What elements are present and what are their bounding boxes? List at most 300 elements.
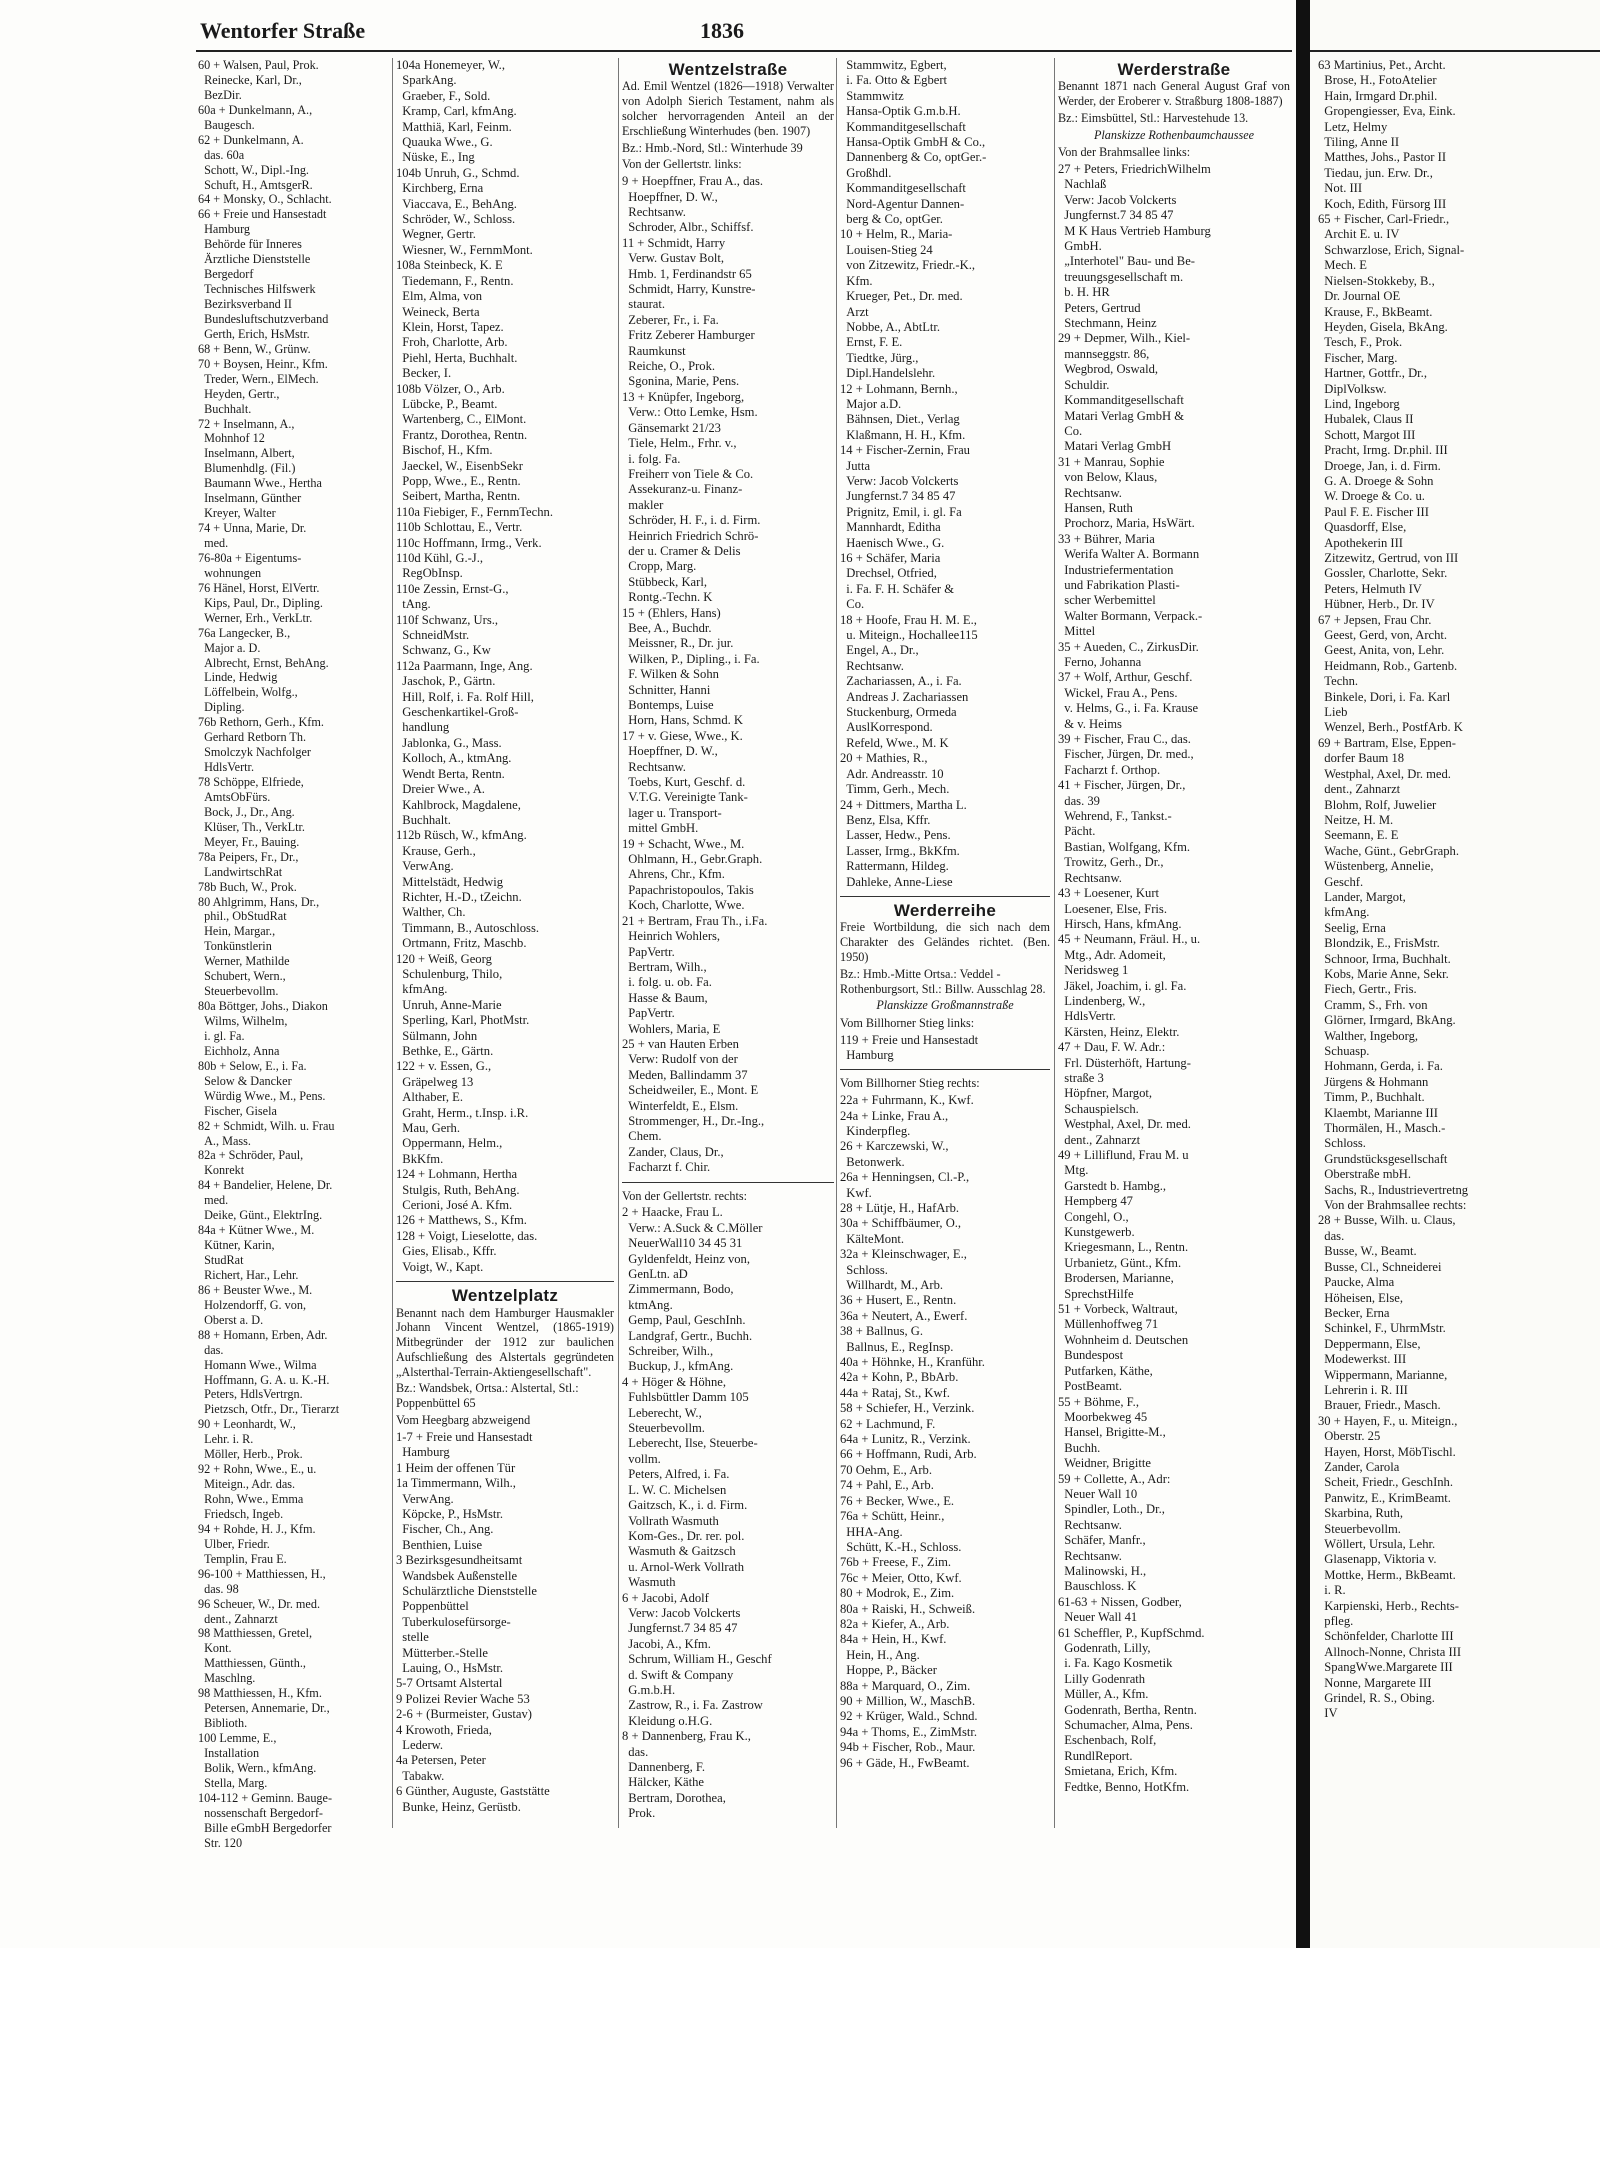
directory-entry: SpangWwe.Margarete III bbox=[1318, 1660, 1453, 1675]
column-divider bbox=[618, 58, 619, 1828]
directory-entry: Treder, Wern., ElMech. bbox=[198, 371, 319, 386]
directory-entry: Templin, Frau E. bbox=[198, 1551, 287, 1566]
directory-entry: 86 + Beuster Wwe., M. bbox=[198, 1282, 313, 1297]
directory-entry: handlung bbox=[396, 720, 450, 735]
directory-entry: Popp, Wwe., E., Rentn. bbox=[396, 473, 521, 488]
directory-entry: 78a Peipers, Fr., Dr., bbox=[198, 849, 299, 864]
directory-entry: Verw: Jacob Volckerts bbox=[622, 1605, 741, 1620]
directory-entry: Sperling, Karl, PhotMstr. bbox=[396, 1013, 530, 1028]
directory-entry: Stammwitz bbox=[840, 88, 904, 103]
directory-entry: Albrecht, Ernst, BehAng. bbox=[198, 655, 329, 670]
directory-entry: das. 39 bbox=[1058, 793, 1100, 808]
directory-entry: nossenschaft Bergedorf- bbox=[198, 1805, 323, 1820]
directory-entry: Peters, Helmuth IV bbox=[1318, 581, 1422, 596]
directory-entry: Eichholz, Anna bbox=[198, 1043, 280, 1058]
directory-entry: 72 + Inselmann, A., bbox=[198, 416, 295, 431]
directory-entry: 28 + Lütje, H., HafArb. bbox=[840, 1200, 960, 1215]
directory-entry: Allnoch-Nonne, Christa III bbox=[1318, 1644, 1462, 1659]
directory-entry: Gies, Elisab., Kffr. bbox=[396, 1244, 497, 1259]
directory-entry: Poppenbüttel bbox=[396, 1599, 469, 1614]
directory-entry: von Zitzewitz, Friedr.-K., bbox=[840, 258, 976, 273]
directory-entry: Althaber, E. bbox=[396, 1090, 463, 1105]
directory-entry: SchneidMstr. bbox=[396, 628, 470, 643]
directory-entry: Not. III bbox=[1318, 181, 1363, 196]
directory-entry: AmtsObFürs. bbox=[198, 789, 271, 804]
directory-entry: Hoepffner, D. W., bbox=[622, 744, 718, 759]
directory-entry: 110c Hoffmann, Irmg., Verk. bbox=[396, 535, 542, 550]
directory-entry: Lind, Ingeborg bbox=[1318, 396, 1400, 411]
directory-entry: Steuerbevollm. bbox=[622, 1421, 705, 1436]
directory-entry: 78 Schöppe, Elfriede, bbox=[198, 775, 304, 789]
directory-entry: Glörner, Irmgard, BkAng. bbox=[1318, 1013, 1456, 1028]
directory-entry: Bertram, Wilh., bbox=[622, 959, 707, 974]
directory-entry: scher Werbemittel bbox=[1058, 593, 1156, 608]
directory-entry: Timm, P., Buchhalt. bbox=[1318, 1090, 1425, 1105]
directory-entry: 84a + Hein, H., Kwf. bbox=[840, 1632, 947, 1647]
directory-entry: Deppermann, Else, bbox=[1318, 1336, 1421, 1351]
directory-entry: Tonkünstlerin bbox=[198, 939, 272, 954]
directory-entry: Kommanditgesellschaft bbox=[840, 119, 966, 134]
directory-entry: Wegbrod, Oswald, bbox=[1058, 362, 1159, 377]
directory-entry: Godenrath, Bertha, Rentn. bbox=[1058, 1702, 1197, 1717]
directory-entry: 25 + van Hauten Erben bbox=[622, 1036, 739, 1051]
directory-entry: 104a Honemeyer, W., bbox=[396, 58, 505, 72]
directory-entry: Schnoor, Irma, Buchhalt. bbox=[1318, 951, 1451, 966]
directory-entry: i. R. bbox=[1318, 1583, 1346, 1598]
directory-entry: Schulenburg, Thilo, bbox=[396, 966, 503, 981]
directory-entry: Hansa-Optik G.m.b.H. bbox=[840, 104, 961, 119]
directory-entry: Scheidweiler, E., Mont. E bbox=[622, 1083, 759, 1098]
directory-entry: 40a + Höhnke, H., Kranführ. bbox=[840, 1355, 985, 1370]
directory-entry: Dannenberg, F. bbox=[622, 1760, 706, 1775]
section-title: Wentzelplatz bbox=[451, 1286, 559, 1306]
directory-entry: dorfer Baum 18 bbox=[1318, 751, 1405, 766]
directory-entry: Weineck, Berta bbox=[396, 304, 480, 319]
directory-entry: Richter, H.-D., tZeichn. bbox=[396, 889, 522, 904]
directory-entry: KälteMont. bbox=[840, 1231, 905, 1246]
directory-entry: i. Fa. Otto & Egbert bbox=[840, 73, 948, 88]
directory-entry: 24a + Linke, Frau A., bbox=[840, 1108, 949, 1123]
directory-entry: 80a + Raiski, H., Schweiß. bbox=[840, 1601, 976, 1616]
directory-entry: 80b + Selow, E., i. Fa. bbox=[198, 1058, 307, 1073]
directory-entry: Zitzewitz, Gertrud, von III bbox=[1318, 551, 1459, 565]
directory-entry: Matari Verlag GmbH & bbox=[1058, 408, 1185, 423]
directory-entry: Piehl, Herta, Buchhalt. bbox=[396, 350, 518, 365]
directory-entry: Lederw. bbox=[396, 1738, 444, 1752]
directory-entry: Hill, Rolf, i. Fa. Rolf Hill, bbox=[396, 689, 534, 704]
directory-entry: 41 + Fischer, Jürgen, Dr., bbox=[1058, 778, 1186, 793]
directory-entry: 2-6 + (Burmeister, Gustav) bbox=[396, 1707, 533, 1722]
directory-entry: Heyden, Gertr., bbox=[198, 386, 280, 401]
section-description: Ad. Emil Wentzel (1826—1918) Verwalter von Adolph Sierich Testament, nahm als solcher hervorragenden Anteil an der Erschließung Winterhudes (ben. 1907) bbox=[622, 79, 834, 138]
directory-entry: Steuerbevollm. bbox=[1318, 1521, 1401, 1536]
directory-entry: Schreiber, Wilh., bbox=[622, 1344, 714, 1359]
directory-entry: 4 + Höger & Höhne, bbox=[622, 1374, 726, 1389]
directory-entry: Schinkel, F., UhrmMstr. bbox=[1318, 1321, 1446, 1336]
directory-entry: GmbH. bbox=[1058, 239, 1102, 254]
directory-entry: Mtg. bbox=[1058, 1163, 1089, 1178]
header-rule bbox=[1310, 50, 1600, 52]
directory-entry: Wüstenberg, Annelie, bbox=[1318, 859, 1434, 874]
directory-entry: Schumacher, Alma, Pens. bbox=[1058, 1718, 1193, 1733]
directory-entry: Nobbe, A., AbtLtr. bbox=[840, 319, 941, 334]
directory-entry: Wartenberg, C., ElMont. bbox=[396, 412, 527, 427]
directory-entry: 110e Zessin, Ernst-G., bbox=[396, 581, 509, 596]
directory-entry: Zander, Carola bbox=[1318, 1459, 1400, 1474]
directory-entry: Kleidung o.H.G. bbox=[622, 1713, 713, 1728]
directory-entry: Jaschok, P., Gärtn. bbox=[396, 674, 496, 689]
directory-entry: Major a. D. bbox=[198, 640, 261, 655]
directory-entry: Facharzt f. Chir. bbox=[622, 1160, 711, 1175]
directory-entry: i. Fa. Kago Kosmetik bbox=[1058, 1656, 1173, 1671]
directory-entry: Co. bbox=[1058, 423, 1083, 438]
header-rule bbox=[196, 50, 1292, 52]
directory-entry: Verw.: A.Suck & C.Möller bbox=[622, 1220, 763, 1235]
directory-entry: Paucke, Alma bbox=[1318, 1275, 1395, 1290]
directory-entry: Hein, H., Ang. bbox=[840, 1647, 920, 1662]
directory-entry: Graht, Herm., t.Insp. i.R. bbox=[396, 1105, 529, 1120]
section-title: Werderstraße bbox=[1117, 60, 1231, 79]
directory-entry: 27 + Peters, FriedrichWilhelm bbox=[1058, 162, 1211, 176]
directory-entry: Pracht, Irmg. Dr.phil. III bbox=[1318, 443, 1448, 458]
directory-entry: Neridsweg 1 bbox=[1058, 963, 1129, 978]
directory-entry: Brodersen, Marianne, bbox=[1058, 1271, 1174, 1286]
directory-entry: Loesener, Else, Fris. bbox=[1058, 901, 1167, 916]
directory-entry: Modewerkst. III bbox=[1318, 1352, 1407, 1367]
directory-entry: Lehr. i. R. bbox=[198, 1432, 254, 1447]
directory-entry: 108b Völzer, O., Arb. bbox=[396, 381, 505, 396]
directory-entry: 43 + Loesener, Kurt bbox=[1058, 886, 1160, 901]
directory-entry: 74 + Pahl, E., Arb. bbox=[840, 1478, 934, 1493]
directory-entry: Ulber, Friedr. bbox=[198, 1536, 270, 1551]
directory-entry: 16 + Schäfer, Maria bbox=[840, 551, 941, 565]
column-divider bbox=[1054, 58, 1055, 1828]
directory-entry: Bischof, H., Kfm. bbox=[396, 443, 493, 458]
directory-entry: 24 + Dittmers, Martha L. bbox=[840, 797, 967, 812]
directory-entry: Tiling, Anne II bbox=[1318, 135, 1400, 150]
directory-entry: Meyer, Fr., Bauing. bbox=[198, 834, 300, 849]
directory-entry: VerwAng. bbox=[396, 1491, 454, 1506]
directory-entry: Selow & Dancker bbox=[198, 1073, 292, 1088]
directory-entry: 60 + Walsen, Paul, Prok. bbox=[198, 58, 319, 72]
directory-entry: Sachs, R., Industrievertretng bbox=[1318, 1182, 1469, 1197]
directory-entry: 92 + Krüger, Wald., Schnd. bbox=[840, 1709, 978, 1724]
directory-entry: 60a + Dunkelmann, A., bbox=[198, 102, 313, 117]
directory-entry: 39 + Fischer, Frau C., das. bbox=[1058, 732, 1191, 747]
directory-entry: Seemann, E. E bbox=[1318, 828, 1399, 843]
directory-entry: Leberecht, W., bbox=[622, 1405, 702, 1420]
directory-entry: Wandsbek Außenstelle bbox=[396, 1568, 518, 1583]
directory-entry: & v. Heims bbox=[1058, 716, 1122, 731]
directory-entry: Weidner, Brigitte bbox=[1058, 1456, 1151, 1471]
directory-entry: 78b Buch, W., Prok. bbox=[198, 879, 297, 894]
directory-entry: lager u. Transport- bbox=[622, 805, 722, 820]
directory-entry: Meden, Ballindamm 37 bbox=[622, 1067, 748, 1082]
directory-entry: 9 + Hoepffner, Frau A., das. bbox=[622, 174, 764, 189]
directory-entry: Paul F. E. Fischer III bbox=[1318, 504, 1429, 519]
directory-entry: Scheit, Friedr., GeschInh. bbox=[1318, 1475, 1454, 1490]
directory-entry: Schloss. bbox=[840, 1262, 888, 1277]
directory-entry: von Below, Klaus, bbox=[1058, 470, 1158, 485]
directory-entry: Höheisen, Else, bbox=[1318, 1290, 1403, 1305]
directory-entry: Froh, Charlotte, Arb. bbox=[396, 335, 508, 350]
section-direction: Vom Billhorner Stieg rechts: bbox=[840, 1076, 980, 1091]
directory-entry: Gemp, Paul, GeschInh. bbox=[622, 1313, 746, 1328]
directory-entry: das. bbox=[622, 1744, 649, 1759]
directory-entry: 28 + Busse, Wilh. u. Claus, bbox=[1318, 1213, 1456, 1228]
directory-entry: Benthien, Luise bbox=[396, 1537, 483, 1552]
directory-entry: Stuckenburg, Ormeda bbox=[840, 705, 957, 720]
directory-entry: Kips, Paul, Dr., Dipling. bbox=[198, 595, 323, 610]
directory-entry: Rohn, Wwe., Emma bbox=[198, 1492, 304, 1506]
directory-entry: straße 3 bbox=[1058, 1070, 1104, 1085]
section-rule bbox=[622, 1182, 834, 1183]
directory-entry: Jacobi, A., Kfm. bbox=[622, 1636, 711, 1651]
directory-entry: Schuft, H., AmtsgerR. bbox=[198, 177, 313, 192]
directory-entry: Tiedemann, F., Rentn. bbox=[396, 273, 514, 288]
directory-entry: 90 + Million, W., MaschB. bbox=[840, 1693, 976, 1708]
directory-entry: Jungfernst.7 34 85 47 bbox=[1058, 208, 1174, 223]
directory-entry: 1a Timmermann, Wilh., bbox=[396, 1476, 516, 1491]
directory-entry: 119 + Freie und Hansestadt bbox=[840, 1032, 979, 1047]
directory-entry: Richert, Har., Lehr. bbox=[198, 1267, 299, 1282]
section-description: Benannt 1871 nach General August Graf von Werder, der Eroberer v. Straßburg 1808-1887) bbox=[1058, 79, 1290, 109]
directory-entry: Binkele, Dori, i. Fa. Karl bbox=[1318, 689, 1451, 704]
directory-entry: 5-7 Ortsamt Alstertal bbox=[396, 1676, 503, 1691]
directory-entry: Zastrow, R., i. Fa. Zastrow bbox=[622, 1698, 763, 1713]
directory-entry: Baumann Wwe., Hertha bbox=[198, 476, 322, 491]
directory-entry: Archit E. u. IV bbox=[1318, 227, 1400, 242]
directory-entry: kfmAng. bbox=[396, 982, 448, 997]
page-gutter bbox=[1296, 0, 1310, 1948]
directory-entry: 17 + v. Giese, Wwe., K. bbox=[622, 728, 743, 743]
directory-entry: Schäfer, Manfr., bbox=[1058, 1533, 1146, 1548]
directory-entry: Rechtsanw. bbox=[1058, 1548, 1122, 1563]
directory-entry: Mittel bbox=[1058, 624, 1096, 639]
directory-entry: Stella, Marg. bbox=[198, 1775, 268, 1790]
directory-entry: Timm, Gerh., Mech. bbox=[840, 782, 950, 797]
directory-entry: Schott, W., Dipl.-Ing. bbox=[198, 162, 309, 177]
directory-entry: 61-63 + Nissen, Godber, bbox=[1058, 1594, 1182, 1609]
directory-entry: 110d Kühl, G.-J., bbox=[396, 551, 483, 565]
directory-entry: der u. Cramer & Delis bbox=[622, 543, 741, 558]
directory-entry: Graeber, F., Sold. bbox=[396, 88, 491, 103]
directory-entry: 96-100 + Matthiessen, H., bbox=[198, 1566, 326, 1581]
directory-entry: Skarbina, Ruth, bbox=[1318, 1506, 1404, 1521]
directory-entry: 42a + Kohn, P., BbArb. bbox=[840, 1370, 959, 1385]
directory-entry: 67 + Jepsen, Frau Chr. bbox=[1318, 612, 1432, 627]
directory-entry: Köpcke, P., HsMstr. bbox=[396, 1506, 504, 1521]
directory-entry: Dannenberg & Co, optGer.- bbox=[840, 150, 987, 165]
directory-entry: Peters, Gertrud bbox=[1058, 300, 1141, 315]
directory-entry: Schuasp. bbox=[1318, 1044, 1370, 1058]
directory-entry: Nielsen-Stokkeby, B., bbox=[1318, 273, 1435, 288]
directory-entry: M K Haus Vertrieb Hamburg bbox=[1058, 223, 1211, 238]
directory-entry: Tesch, F., Prok. bbox=[1318, 335, 1403, 350]
directory-entry: Elm, Alma, von bbox=[396, 289, 483, 304]
directory-entry: 122 + v. Essen, G., bbox=[396, 1059, 492, 1074]
directory-entry: Fuhlsbüttler Damm 105 bbox=[622, 1390, 749, 1405]
directory-entry: 32a + Kleinschwager, E., bbox=[840, 1247, 967, 1262]
directory-entry: Koch, Edith, Fürsorg III bbox=[1318, 196, 1447, 211]
directory-entry: Wenzel, Berh., PostfArb. K bbox=[1318, 720, 1463, 735]
directory-entry: Haenisch Wwe., G. bbox=[840, 535, 945, 550]
directory-entry: ktmAng. bbox=[622, 1297, 673, 1312]
directory-entry: Str. 120 bbox=[198, 1835, 243, 1850]
directory-entry: Ballnus, E., RegInsp. bbox=[840, 1339, 954, 1354]
directory-entry: NeuerWall10 34 45 31 bbox=[622, 1236, 743, 1251]
section-direction: Von der Gellertstr. links: bbox=[622, 157, 742, 172]
directory-entry: Schwanz, G., Kw bbox=[396, 643, 491, 658]
directory-entry: Eschenbach, Rolf, bbox=[1058, 1733, 1157, 1748]
directory-entry: Westphal, Axel, Dr. med. bbox=[1318, 766, 1451, 781]
directory-entry: Rechtsanw. bbox=[622, 759, 686, 774]
directory-entry: Mottke, Herm., BkBeamt. bbox=[1318, 1567, 1456, 1582]
directory-entry: PapVertr. bbox=[622, 1006, 675, 1021]
directory-entry: Adr. Andreasstr. 10 bbox=[840, 766, 944, 781]
directory-entry: Droege, Jan, i. d. Firm. bbox=[1318, 458, 1441, 473]
directory-entry: Blumenhdlg. (Fil.) bbox=[198, 461, 296, 476]
directory-entry: Bezirksverband II bbox=[198, 297, 292, 311]
directory-entry: Trowitz, Gerh., Dr., bbox=[1058, 855, 1164, 870]
directory-entry: treuungsgesellschaft m. bbox=[1058, 269, 1184, 284]
directory-entry: Klaßmann, H. H., Kfm. bbox=[840, 427, 966, 442]
directory-entry: Frl. Düsterhöft, Hartung- bbox=[1058, 1055, 1191, 1070]
directory-entry: 128 + Voigt, Lieselotte, das. bbox=[396, 1228, 538, 1243]
directory-entry: Neuer Wall 10 bbox=[1058, 1486, 1138, 1501]
directory-entry: Neuer Wall 41 bbox=[1058, 1610, 1138, 1625]
directory-entry: Westphal, Axel, Dr. med. bbox=[1058, 1117, 1191, 1132]
section-rule bbox=[396, 1281, 614, 1282]
directory-entry: Peters, Alfred, i. Fa. bbox=[622, 1467, 730, 1482]
directory-entry: 96 + Gäde, H., FwBeamt. bbox=[840, 1755, 970, 1770]
directory-entry: Drechsel, Otfried, bbox=[840, 566, 937, 581]
directory-entry: 38 + Ballnus, G. bbox=[840, 1324, 924, 1339]
directory-entry: 82a + Schröder, Paul, bbox=[198, 1148, 304, 1163]
directory-entry: med. bbox=[198, 536, 229, 550]
directory-entry: Schröder, H. F., i. d. Firm. bbox=[622, 513, 761, 528]
directory-entry: Hamburg bbox=[396, 1445, 450, 1460]
directory-entry: Raumkunst bbox=[622, 343, 686, 358]
directory-entry: Leberecht, Ilse, Steuerbe- bbox=[622, 1436, 758, 1451]
directory-entry: Brose, H., FotoAtelier bbox=[1318, 73, 1437, 88]
column-divider bbox=[392, 58, 393, 1828]
directory-entry: BezDir. bbox=[198, 87, 242, 102]
directory-entry: Kärsten, Heinz, Elektr. bbox=[1058, 1024, 1180, 1039]
directory-entry: Verw: Jacob Volckerts bbox=[1058, 192, 1177, 207]
directory-entry: 64a + Lunitz, R., Verzink. bbox=[840, 1432, 971, 1447]
directory-entry: 10 + Helm, R., Maria- bbox=[840, 227, 953, 242]
directory-entry: Bertram, Dorothea, bbox=[622, 1790, 726, 1805]
page-number: 1836 bbox=[700, 18, 744, 43]
directory-entry: Engel, A., Dr., bbox=[840, 643, 919, 658]
section-district: Bz.: Wandsbek, Ortsa.: Alstertal, Stl.: Poppenbüttel 65 bbox=[396, 1381, 579, 1411]
directory-entry: 37 + Wolf, Arthur, Geschf. bbox=[1058, 670, 1193, 685]
directory-entry: Wasmuth bbox=[622, 1575, 676, 1590]
directory-entry: Bundespost bbox=[1058, 1348, 1124, 1363]
directory-entry: Verw: Jacob Volckerts bbox=[840, 473, 959, 488]
directory-entry: Klaembt, Marianne III bbox=[1318, 1105, 1438, 1120]
directory-entry: „Interhotel" Bau- und Be- bbox=[1058, 254, 1195, 269]
directory-entry: Gerhard Retborn Th. bbox=[198, 730, 307, 745]
directory-entry: und Fabrikation Plasti- bbox=[1058, 577, 1180, 592]
directory-entry: Verw: Rudolf von der bbox=[622, 1052, 738, 1067]
directory-entry: Tiele, Helm., Frhr. v., bbox=[622, 436, 737, 451]
directory-entry: 76 Hänel, Horst, ElVertr. bbox=[198, 580, 320, 595]
directory-entry: 11 + Schmidt, Harry bbox=[622, 235, 726, 250]
directory-entry: Schnitter, Hanni bbox=[622, 682, 711, 697]
directory-entry: Blondzik, E., FrisMstr. bbox=[1318, 936, 1440, 951]
section-district: Bz.: Eimsbüttel, Stl.: Harvestehude 13. bbox=[1058, 111, 1249, 125]
directory-entry: Wöllert, Ursula, Lehr. bbox=[1318, 1537, 1436, 1551]
directory-entry: 76a Langecker, B., bbox=[198, 625, 291, 640]
directory-entry: Prignitz, Emil, i. gl. Fa bbox=[840, 504, 962, 519]
directory-entry: Hasse & Baum, bbox=[622, 990, 708, 1005]
directory-entry: Prochorz, Maria, HsWärt. bbox=[1058, 516, 1195, 531]
directory-entry: Klüser, Th., VerkLtr. bbox=[198, 819, 305, 834]
directory-entry: Tuberkulosefürsorge- bbox=[396, 1614, 511, 1629]
directory-entry: 96 Scheuer, W., Dr. med. bbox=[198, 1596, 321, 1611]
directory-entry: 13 + Knüpfer, Ingeborg, bbox=[622, 389, 745, 404]
section-planskizze: Planskizze Rothenbaumchaussee bbox=[1093, 127, 1255, 142]
directory-entry: Verw.: Otto Lemke, Hsm. bbox=[622, 405, 758, 420]
directory-entry: Fiech, Gertr., Fris. bbox=[1318, 982, 1417, 997]
directory-entry: HdlsVertr. bbox=[1058, 1009, 1116, 1024]
directory-entry: HHA-Ang. bbox=[840, 1524, 903, 1539]
directory-entry: 51 + Vorbeck, Waltraut, bbox=[1058, 1302, 1178, 1317]
directory-entry: Kommanditgesellschaft bbox=[840, 181, 966, 196]
directory-entry: 76c + Meier, Otto, Kwf. bbox=[840, 1570, 962, 1585]
directory-entry: 6 + Jacobi, Adolf bbox=[622, 1590, 709, 1605]
directory-entry: Oppermann, Helm., bbox=[396, 1136, 503, 1151]
directory-entry: V.T.G. Vereinigte Tank- bbox=[622, 790, 748, 805]
directory-entry: 1 Heim der offenen Tür bbox=[396, 1460, 516, 1475]
directory-entry: Verw. Gustav Bolt, bbox=[622, 251, 725, 266]
directory-entry: Heinrich Wohlers, bbox=[622, 929, 721, 944]
directory-entry: Kinderpfleg. bbox=[840, 1123, 911, 1138]
directory-entry: 20 + Mathies, R., bbox=[840, 751, 928, 766]
directory-entry: Rechtsanw. bbox=[1058, 870, 1122, 885]
directory-entry: v. Helms, G., i. Fa. Krause bbox=[1058, 701, 1199, 716]
directory-entry: Kramp, Carl, kfmAng. bbox=[396, 104, 517, 119]
directory-entry: Sgonina, Marie, Pens. bbox=[622, 374, 740, 389]
directory-entry: Bee, A., Buchdr. bbox=[622, 620, 712, 635]
directory-entry: 80 Ahlgrimm, Hans, Dr., bbox=[198, 894, 320, 909]
directory-entry: dent., Zahnarzt bbox=[1318, 782, 1401, 797]
directory-entry: Stammwitz, Egbert, bbox=[840, 58, 947, 72]
directory-entry: Zander, Claus, Dr., bbox=[622, 1144, 724, 1159]
directory-entry: Kahlbrock, Magdalene, bbox=[396, 797, 521, 812]
directory-entry: Bethke, E., Gärtn. bbox=[396, 1044, 494, 1058]
directory-entry: 44a + Rataj, St., Kwf. bbox=[840, 1385, 950, 1400]
directory-entry: 76-80a + Eigentums- bbox=[198, 550, 302, 565]
directory-entry: Arzt bbox=[840, 304, 869, 319]
running-header-street: Wentorfer Straße bbox=[200, 18, 366, 43]
directory-entry: BkKfm. bbox=[396, 1151, 444, 1166]
directory-entry: VerwAng. bbox=[396, 859, 454, 874]
section-rule bbox=[840, 896, 1050, 897]
directory-entry: Gropengiesser, Eva, Eink. bbox=[1318, 104, 1456, 119]
directory-entry: Grindel, R. S., Obing. bbox=[1318, 1691, 1435, 1706]
directory-entry: StudRat bbox=[198, 1253, 244, 1267]
directory-entry: Jablonka, G., Mass. bbox=[396, 735, 502, 750]
directory-entry: Buchhalt. bbox=[198, 401, 252, 416]
directory-entry: Steuerbevollm. bbox=[198, 984, 279, 999]
directory-entry: Hoppe, P., Bäcker bbox=[840, 1663, 937, 1678]
directory-entry: 98 Matthiessen, H., Kfm. bbox=[198, 1686, 322, 1701]
directory-entry: Unruh, Anne-Marie bbox=[396, 997, 502, 1012]
directory-entry: Brauer, Friedr., Masch. bbox=[1318, 1398, 1441, 1413]
